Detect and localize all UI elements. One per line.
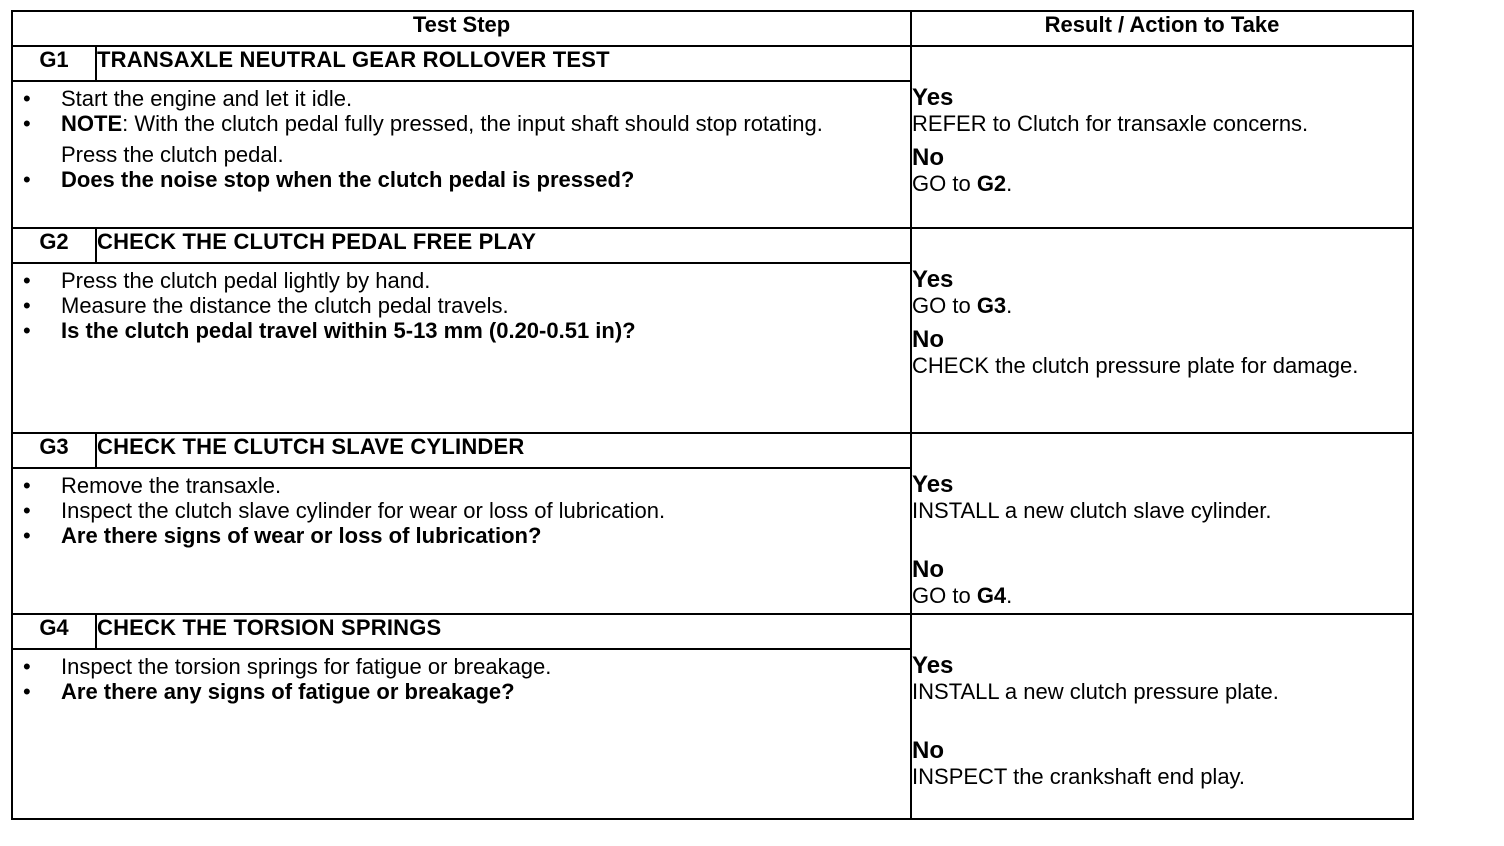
result-yes-label: Yes bbox=[912, 84, 954, 111]
bullet-text: Measure the distance the clutch pedal travels. bbox=[61, 293, 509, 318]
bullet-icon: • bbox=[23, 293, 31, 318]
result-yes-text: INSTALL a new clutch pressure plate. bbox=[912, 679, 1279, 704]
result-yes-text bbox=[912, 293, 1412, 318]
step-id: G3 bbox=[12, 433, 96, 468]
bullet-text: Inspect the clutch slave cylinder for wear or loss of lubrication. bbox=[61, 498, 666, 523]
bullet-icon: • bbox=[23, 167, 31, 193]
list-item bbox=[13, 167, 910, 192]
list-item bbox=[13, 86, 910, 111]
result-yes-label: Yes bbox=[912, 266, 954, 293]
bullet-text: Inspect the torsion springs for fatigue or breakage. bbox=[61, 654, 552, 679]
list-item bbox=[13, 473, 910, 498]
step-title-row bbox=[12, 46, 1413, 81]
step-body bbox=[12, 468, 911, 614]
step-title-row bbox=[12, 228, 1413, 263]
table-header-row bbox=[12, 11, 1413, 46]
result-yes-text-suffix: . bbox=[1006, 293, 1013, 318]
header-test-step: Test Step bbox=[12, 11, 911, 46]
step-id: G2 bbox=[12, 228, 96, 263]
bullet-icon: • bbox=[23, 268, 31, 293]
result-yes-label: Yes bbox=[912, 471, 954, 498]
step-id: G4 bbox=[12, 614, 96, 649]
result-yes-text: INSTALL a new clutch slave cylinder. bbox=[912, 498, 1272, 523]
bullet-icon: • bbox=[23, 654, 31, 679]
step-title: CHECK THE CLUTCH SLAVE CYLINDER bbox=[96, 433, 911, 468]
list-item bbox=[13, 293, 910, 318]
diagnostic-table bbox=[11, 10, 1414, 820]
note-label: NOTE bbox=[61, 111, 123, 137]
result-no-label: No bbox=[912, 144, 945, 171]
step-title-row bbox=[12, 433, 1413, 468]
bullet-icon: • bbox=[23, 318, 31, 343]
bullet-text: Press the clutch pedal. bbox=[61, 142, 284, 168]
result-no-label: No bbox=[912, 737, 945, 764]
result-no-text-prefix: GO to bbox=[912, 583, 977, 608]
result-no-label: No bbox=[912, 326, 945, 353]
result-no-text-suffix: . bbox=[1006, 583, 1013, 608]
bullet-icon: • bbox=[23, 111, 31, 137]
step-title-row bbox=[12, 614, 1413, 649]
step-result bbox=[911, 46, 1413, 228]
bullet-text: Press the clutch pedal lightly by hand. bbox=[61, 268, 431, 293]
list-item bbox=[13, 318, 910, 343]
list-item bbox=[13, 498, 910, 523]
result-no-text bbox=[912, 171, 1412, 196]
result-yes-label: Yes bbox=[912, 652, 954, 679]
bullet-icon: • bbox=[23, 498, 31, 523]
step-result bbox=[911, 228, 1413, 433]
step-bullets bbox=[13, 82, 910, 192]
list-item bbox=[13, 268, 910, 293]
bullet-icon: • bbox=[23, 473, 31, 498]
step-result bbox=[911, 433, 1413, 614]
step-body bbox=[12, 263, 911, 433]
step-id: G1 bbox=[12, 46, 96, 81]
list-item bbox=[13, 523, 910, 548]
bullet-question: Is the clutch pedal travel within 5-13 mm (0.20-0.51 in)? bbox=[61, 318, 636, 343]
result-yes-text: REFER to Clutch for transaxle concerns. bbox=[912, 111, 1309, 136]
step-bullets bbox=[13, 650, 910, 704]
step-title: TRANSAXLE NEUTRAL GEAR ROLLOVER TEST bbox=[96, 46, 911, 81]
step-body bbox=[12, 81, 911, 228]
result-no-text: INSPECT the crankshaft end play. bbox=[912, 764, 1246, 789]
result-yes-text-prefix: GO to bbox=[912, 293, 977, 318]
step-result bbox=[911, 614, 1413, 819]
result-no-text-prefix: GO to bbox=[912, 171, 977, 196]
result-no-ref: G4 bbox=[976, 583, 1007, 608]
result-no-text-suffix: . bbox=[1006, 171, 1013, 196]
list-item bbox=[13, 654, 910, 679]
bullet-text: Remove the transaxle. bbox=[61, 473, 282, 498]
result-no-text bbox=[912, 583, 1412, 608]
result-no-ref: G2 bbox=[976, 171, 1007, 196]
step-bullets bbox=[13, 264, 910, 343]
result-yes-ref: G3 bbox=[976, 293, 1007, 318]
result-no-label: No bbox=[912, 556, 945, 583]
bullet-text: Start the engine and let it idle. bbox=[61, 86, 353, 112]
bullet-icon: • bbox=[23, 523, 31, 548]
header-result-action: Result / Action to Take bbox=[911, 11, 1413, 46]
step-bullets bbox=[13, 469, 910, 548]
bullet-text: : With the clutch pedal fully pressed, the input shaft should stop rotating. bbox=[122, 111, 823, 137]
bullet-question: Does the noise stop when the clutch pedal is pressed? bbox=[61, 167, 635, 193]
result-no-text: CHECK the clutch pressure plate for damage. bbox=[912, 353, 1359, 378]
step-title: CHECK THE CLUTCH PEDAL FREE PLAY bbox=[96, 228, 911, 263]
bullet-icon: • bbox=[23, 86, 31, 112]
bullet-icon: • bbox=[23, 679, 31, 704]
bullet-question: Are there any signs of fatigue or breakage? bbox=[61, 679, 515, 704]
bullet-question: Are there signs of wear or loss of lubrication? bbox=[61, 523, 542, 548]
list-item bbox=[13, 136, 910, 167]
step-body bbox=[12, 649, 911, 819]
list-item bbox=[13, 679, 910, 704]
list-item bbox=[13, 111, 910, 136]
step-title: CHECK THE TORSION SPRINGS bbox=[96, 614, 911, 649]
